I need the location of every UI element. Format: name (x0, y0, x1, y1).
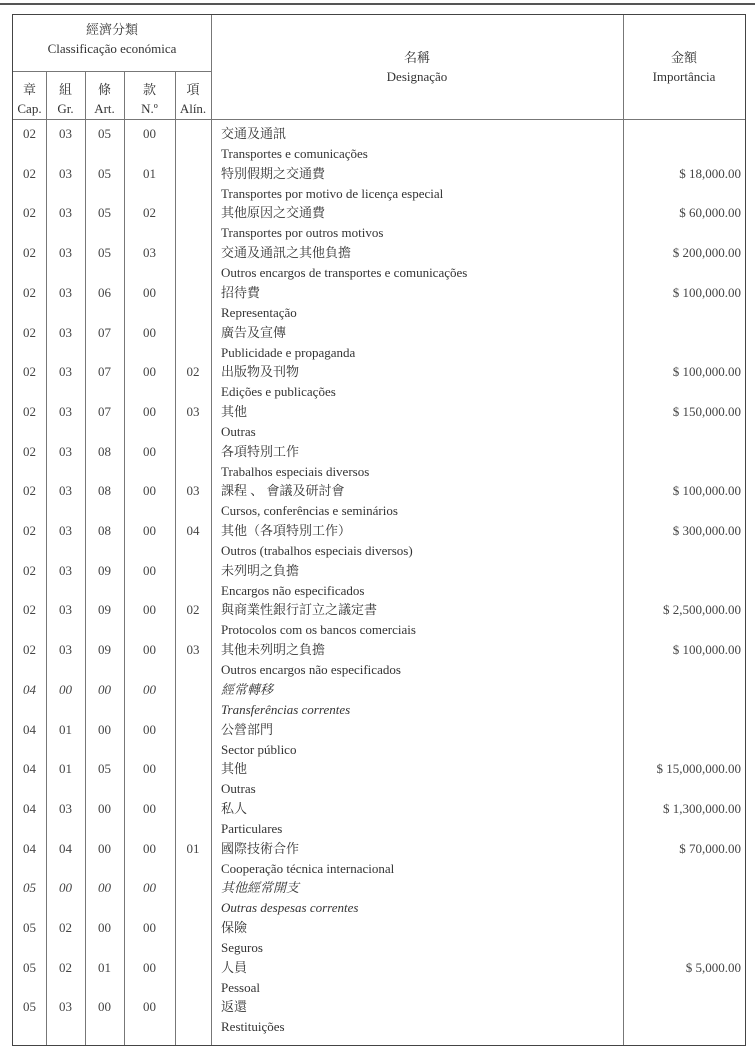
cap-cell: 02 (23, 642, 36, 658)
art-cell: 09 (98, 602, 111, 618)
designation-zh: 課程 、 會議及研討會 (221, 483, 345, 499)
art-cell: 08 (98, 483, 111, 499)
amount-cell: $ 18,000.00 (679, 165, 741, 181)
designation-pt: Outras (221, 781, 256, 797)
designation-zh: 其他 (221, 761, 248, 777)
n-cell: 00 (143, 999, 156, 1015)
designation-pt: Sector público (221, 741, 297, 757)
classification-zh: 經濟分類 (85, 22, 138, 37)
n-cell: 00 (143, 681, 156, 697)
gr-cell: 03 (59, 126, 72, 141)
designation-pt: Protocolos com os bancos comerciais (221, 622, 416, 638)
cap-cell: 02 (23, 205, 36, 221)
art-cell: 07 (98, 324, 111, 340)
n-cell: 00 (143, 880, 156, 896)
cap-cell: 04 (23, 761, 36, 777)
designation-zh: 招待費 (221, 284, 261, 300)
designation-zh: 其他 (221, 403, 248, 419)
designation-zh: 國際技術合作 (221, 840, 300, 856)
art-cell: 07 (98, 403, 111, 419)
gr-heading (46, 80, 85, 118)
cap-cell: 04 (23, 721, 36, 737)
designation-pt: Cooperação técnica internacional (221, 860, 395, 876)
art-cell: 07 (98, 364, 111, 380)
designation-pt: Particulares (221, 820, 283, 836)
divider (13, 71, 211, 72)
art-cell: 08 (98, 523, 111, 538)
n-cell: 03 (143, 245, 156, 261)
designation-zh: 保險 (221, 920, 248, 935)
amount-cell: $ 60,000.00 (679, 205, 741, 221)
art-cell: 08 (98, 443, 111, 459)
alin-cell: 02 (186, 602, 200, 618)
alin-zh: 項 (186, 82, 200, 97)
n-cell: 00 (143, 800, 156, 816)
n-cell: 00 (143, 364, 156, 380)
cap-cell: 04 (23, 840, 36, 856)
amount-cell: $ 100,000.00 (672, 483, 741, 499)
art-cell: 00 (98, 999, 111, 1015)
n-cell: 00 (143, 602, 156, 618)
gr-pt: Gr. (57, 101, 74, 116)
cap-cell: 05 (23, 920, 36, 935)
cap-cell: 02 (23, 403, 36, 419)
amount-cell: $ 15,000,000.00 (656, 761, 741, 777)
n-cell: 01 (143, 165, 156, 181)
designation-pt: Trabalhos especiais diversos (221, 463, 370, 479)
designation-pt: Outros encargos de transportes e comunicações (221, 265, 468, 281)
gr-cell: 02 (59, 920, 72, 935)
gr-cell: 03 (59, 165, 72, 181)
gr-cell: 01 (59, 721, 72, 737)
n-cell: 00 (143, 443, 156, 459)
art-cell: 00 (98, 681, 111, 697)
n-pt: N.º (141, 101, 158, 116)
gr-cell: 03 (59, 602, 72, 618)
cap-cell: 02 (23, 126, 36, 141)
amount-cell: $ 5,000.00 (685, 959, 741, 975)
amount-cell: $ 150,000.00 (672, 403, 741, 419)
gr-cell: 03 (59, 800, 72, 816)
amount-cell: $ 100,000.00 (672, 284, 741, 300)
gr-cell: 03 (59, 999, 72, 1015)
amount-cell: $ 200,000.00 (672, 245, 741, 261)
designation-pt: Transportes por outros motivos (221, 225, 384, 241)
cap-heading (13, 80, 46, 118)
gr-cell: 03 (59, 205, 72, 221)
alin-cell: 03 (186, 483, 200, 499)
art-cell: 06 (98, 284, 111, 300)
n-cell: 00 (143, 483, 156, 499)
n-heading (124, 80, 175, 118)
alin-cell: 01 (186, 840, 200, 856)
gr-cell: 03 (59, 443, 72, 459)
designation-zh: 名稱 (403, 50, 430, 65)
header-bottom-rule (13, 119, 745, 120)
classification-heading (13, 20, 211, 58)
art-cell: 05 (98, 126, 111, 141)
designation-zh: 私人 (221, 800, 248, 816)
designation-zh: 特別假期之交通費 (221, 165, 326, 181)
n-zh: 款 (142, 82, 156, 97)
designation-zh: 未列明之負擔 (221, 562, 300, 578)
n-cell: 00 (143, 761, 156, 777)
gr-cell: 03 (59, 483, 72, 499)
designation-pt: Restituições (221, 1019, 285, 1035)
art-cell: 00 (98, 840, 111, 856)
n-cell: 00 (143, 403, 156, 419)
cap-cell: 02 (23, 562, 36, 578)
designation-zh: 其他原因之交通費 (221, 205, 326, 221)
art-cell: 05 (98, 205, 111, 221)
designation-pt: Representação (221, 304, 297, 320)
gr-cell: 02 (59, 959, 72, 975)
cap-cell: 02 (23, 364, 36, 380)
designation-pt: Encargos não especificados (221, 582, 365, 598)
cap-cell: 02 (23, 165, 36, 181)
amount-heading (623, 48, 745, 86)
designation-pt: Designação (386, 69, 448, 84)
n-cell: 00 (143, 523, 156, 538)
amount-cell: $ 2,500,000.00 (663, 602, 741, 618)
art-cell: 01 (98, 959, 111, 975)
designation-pt: Cursos, conferências e seminários (221, 503, 398, 519)
cap-cell: 05 (23, 999, 36, 1015)
gr-cell: 03 (59, 642, 72, 658)
gr-cell: 03 (59, 284, 72, 300)
designation-pt: Transportes e comunicações (221, 146, 368, 161)
alin-cell: 04 (186, 523, 200, 538)
amount-zh: 金額 (670, 50, 697, 65)
gr-cell: 00 (59, 681, 72, 697)
n-cell: 00 (143, 642, 156, 658)
designation-zh: 其他經常開支 (221, 880, 300, 896)
designation-zh: 與商業性銀行訂立之議定書 (221, 602, 378, 618)
n-cell: 02 (143, 205, 156, 221)
designation-zh: 人員 (221, 959, 248, 975)
cap-cell: 02 (23, 523, 36, 538)
amount-cell: $ 100,000.00 (672, 642, 741, 658)
designation-pt: Edições e publicações (221, 384, 336, 400)
designation-zh: 公營部門 (221, 721, 274, 737)
designation-zh: 經常轉移 (221, 681, 274, 697)
art-cell: 00 (98, 920, 111, 935)
alin-cell: 02 (186, 364, 200, 380)
art-cell: 00 (98, 800, 111, 816)
gr-cell: 04 (59, 840, 72, 856)
art-pt: Art. (94, 101, 115, 116)
gr-cell: 00 (59, 880, 72, 896)
n-cell: 00 (143, 920, 156, 935)
cap-cell: 02 (23, 483, 36, 499)
art-cell: 09 (98, 642, 111, 658)
n-cell: 00 (143, 562, 156, 578)
gr-cell: 01 (59, 761, 72, 777)
divider (623, 15, 624, 1045)
art-cell: 00 (98, 880, 111, 896)
divider (211, 15, 212, 1045)
divider (175, 71, 176, 1045)
amount-cell: $ 100,000.00 (672, 364, 741, 380)
cap-cell: 04 (23, 800, 36, 816)
amount-pt: Importância (652, 69, 716, 84)
classification-pt: Classificação económica (47, 41, 177, 56)
cap-cell: 05 (23, 959, 36, 975)
gr-zh: 組 (58, 82, 72, 97)
designation-zh: 交通及通訊之其他負擔 (221, 245, 352, 261)
gr-cell: 03 (59, 324, 72, 340)
n-cell: 00 (143, 126, 156, 141)
n-cell: 00 (143, 721, 156, 737)
designation-pt: Outros encargos não especificados (221, 662, 401, 678)
designation-zh: 返還 (221, 999, 248, 1015)
n-cell: 00 (143, 840, 156, 856)
alin-heading (175, 80, 211, 118)
n-cell: 00 (143, 324, 156, 340)
cap-cell: 02 (23, 245, 36, 261)
n-cell: 00 (143, 284, 156, 300)
designation-pt: Transportes por motivo de licença especial (221, 185, 444, 201)
cap-pt: Cap. (17, 101, 42, 116)
designation-pt: Publicidade e propaganda (221, 344, 356, 360)
gr-cell: 03 (59, 364, 72, 380)
art-cell: 05 (98, 761, 111, 777)
top-rule (0, 3, 755, 5)
designation-heading (211, 48, 623, 86)
alin-cell: 03 (186, 642, 200, 658)
cap-cell: 05 (23, 880, 36, 896)
cap-cell: 02 (23, 443, 36, 459)
designation-pt: Outras (221, 423, 256, 439)
cap-cell: 02 (23, 284, 36, 300)
amount-cell: $ 70,000.00 (679, 840, 741, 856)
alin-cell: 03 (186, 403, 200, 419)
art-cell: 00 (98, 721, 111, 737)
gr-cell: 03 (59, 403, 72, 419)
art-cell: 05 (98, 165, 111, 181)
art-cell: 09 (98, 562, 111, 578)
gr-cell: 03 (59, 523, 72, 538)
gr-cell: 03 (59, 245, 72, 261)
cap-cell: 02 (23, 602, 36, 618)
designation-zh: 廣告及宣傳 (221, 324, 287, 340)
designation-pt: Transferências correntes (221, 701, 351, 717)
cap-cell: 04 (23, 681, 36, 697)
alin-pt: Alín. (179, 101, 207, 116)
budget-table (12, 14, 746, 1046)
designation-pt: Pessoal (221, 979, 260, 995)
designation-zh: 其他未列明之負擔 (221, 642, 326, 658)
art-heading (85, 80, 124, 118)
designation-pt: Outras despesas correntes (221, 900, 359, 916)
n-cell: 00 (143, 959, 156, 975)
cap-zh: 章 (22, 82, 36, 97)
amount-cell: $ 1,300,000.00 (663, 800, 741, 816)
designation-pt: Outros (trabalhos especiais diversos) (221, 543, 413, 558)
designation-pt: Seguros (221, 940, 263, 955)
art-zh: 條 (97, 82, 111, 97)
art-cell: 05 (98, 245, 111, 261)
designation-zh: 出版物及刊物 (221, 364, 300, 380)
amount-cell: $ 300,000.00 (672, 523, 741, 538)
cap-cell: 02 (23, 324, 36, 340)
designation-zh: 其他（各項特別工作） (221, 523, 352, 538)
designation-zh: 各項特別工作 (221, 443, 300, 459)
designation-zh: 交通及通訊 (221, 126, 287, 141)
gr-cell: 03 (59, 562, 72, 578)
